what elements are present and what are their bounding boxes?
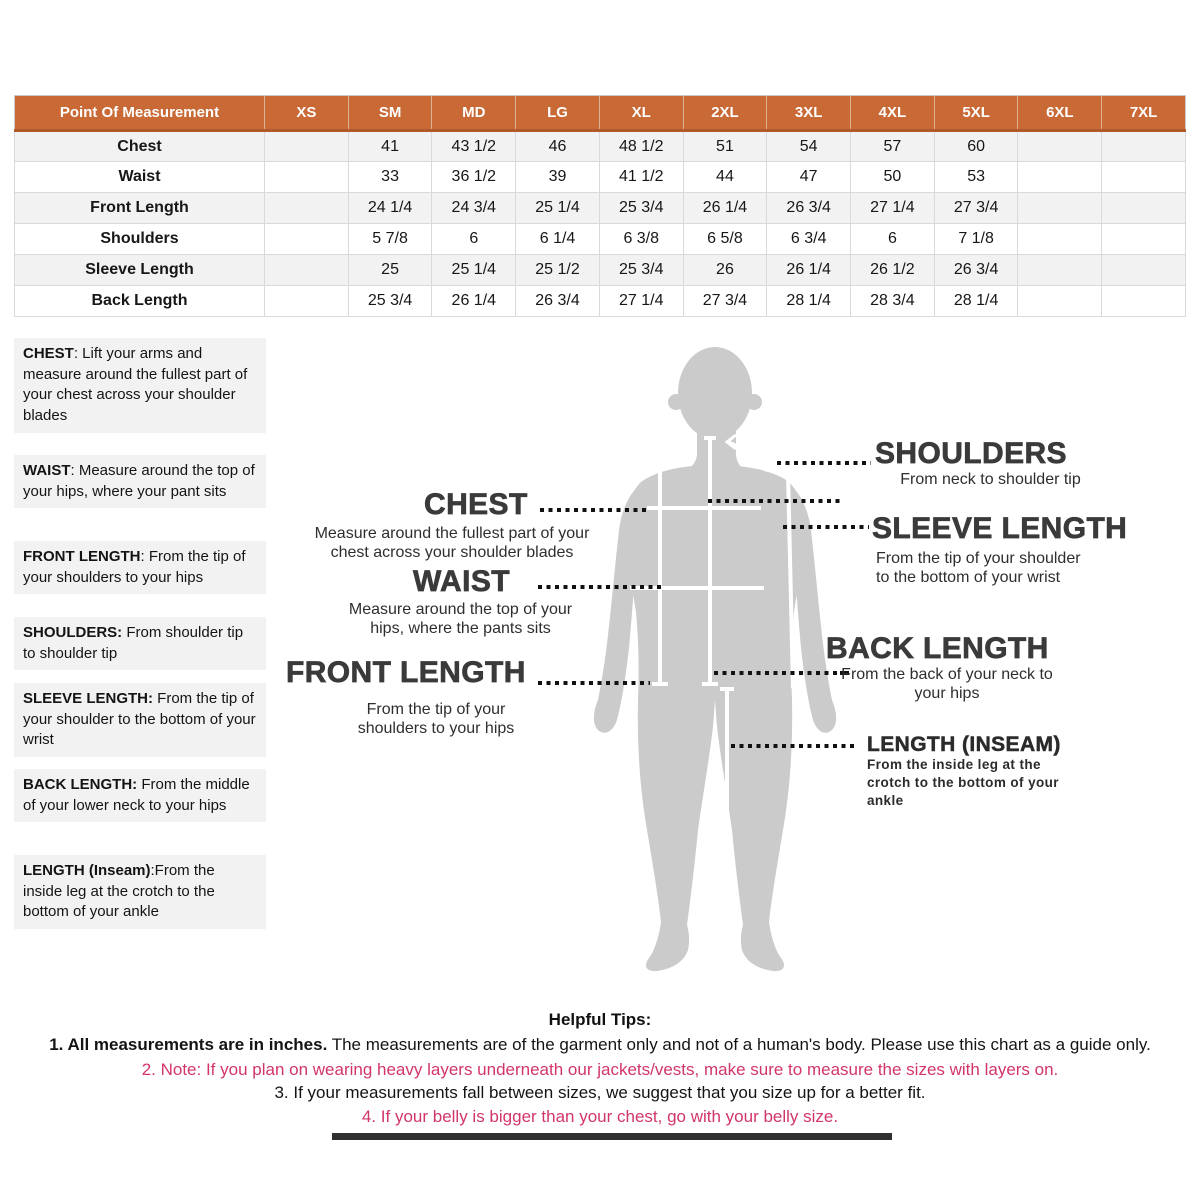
shoulders-callout-desc: From neck to shoulder tip [900,471,1081,488]
cell: 27 3/4 [683,286,767,317]
cell: 26 1/4 [432,286,516,317]
cell: 46 [516,131,600,162]
waist-callout-desc: Measure around the top of your hips, where the pants sits [348,601,573,637]
cell: 44 [683,162,767,193]
cell: 6 3/4 [767,224,851,255]
cell: 41 1/2 [599,162,683,193]
cell: 27 1/4 [599,286,683,317]
cell: 26 1/4 [683,193,767,224]
back-length-callout-desc: From the back of your neck to your hips [841,666,1053,702]
tip-3 [0,1083,1200,1103]
sleeve-length-callout-desc: From the tip of your shoulder to the bottom of your wrist [876,550,1081,586]
panel-sleeve-length-term: SLEEVE LENGTH: [23,690,154,707]
tip-4 [0,1107,1200,1127]
row-label-chest: Chest [15,131,265,162]
panel-front-length-text: : From the tip of your shoulders to your hips [23,548,246,586]
cell: 6 1/4 [516,224,600,255]
column-header-6xl: 6XL [1018,96,1102,131]
tip-1 [0,1035,1200,1055]
waist-callout-title: WAIST [413,565,510,598]
panel-waist-text: : Measure around the top of your hips, where your pant sits [23,462,255,500]
cell: 6 3/8 [599,224,683,255]
cell: 7 1/8 [934,224,1018,255]
column-header-2xl: 2XL [683,96,767,131]
silhouette-left-ear [668,394,684,410]
shoulder-arrowhead-tip [765,458,775,471]
row-label-shoulders: Shoulders [15,224,265,255]
tip-4-text: 4. If your belly is bigger than your chest, go with your belly size. [361,1107,839,1126]
cell: 5 7/8 [348,224,432,255]
column-header-md: MD [432,96,516,131]
cell: 47 [767,162,851,193]
tip-2 [0,1060,1200,1080]
cell: 26 3/4 [934,255,1018,286]
panel-inseam-term: LENGTH (Inseam) [23,862,151,879]
cell: 26 [683,255,767,286]
tips-heading: Helpful Tips: [548,1010,652,1029]
cell: 28 3/4 [851,286,935,317]
row-label-back-length: Back Length [15,286,265,317]
sleeve-length-callout-title: SLEEVE LENGTH [872,512,1128,545]
cell: 26 1/2 [851,255,935,286]
cell: 25 1/2 [516,255,600,286]
column-header-lg: LG [516,96,600,131]
tip-1-text: The measurements are of the garment only and not of a human's body. Please use this chart as a guide only. [327,1035,1151,1054]
cell: 25 1/4 [516,193,600,224]
cell: 51 [683,131,767,162]
silhouette-right-ear [746,394,762,410]
cell: 26 3/4 [767,193,851,224]
cell: 25 3/4 [599,193,683,224]
cell: 60 [934,131,1018,162]
cell: 25 1/4 [432,255,516,286]
back-length-callout-title: BACK LENGTH [826,632,1049,665]
cell: 33 [348,162,432,193]
column-header-sm: SM [348,96,432,131]
panel-waist-term: WAIST [23,462,71,479]
cell: 24 1/4 [348,193,432,224]
cell: 57 [851,131,935,162]
cell: 27 1/4 [851,193,935,224]
cell: 25 3/4 [348,286,432,317]
cell: 50 [851,162,935,193]
bottom-divider-bar [332,1133,892,1140]
panel-chest-text: : Lift your arms and measure around the fullest part of your chest across your shoulder blades [23,345,248,425]
cell: 28 1/4 [767,286,851,317]
inseam-callout-title: LENGTH (INSEAM) [867,733,1061,756]
panel-front-length-term: FRONT LENGTH [23,548,141,565]
cell: 26 1/4 [767,255,851,286]
panel-shoulders-term: SHOULDERS: [23,624,123,641]
panel-sleeve-length-text: From the tip of your shoulder to the bottom of your wrist [23,690,256,749]
row-label-front-length: Front Length [15,193,265,224]
cell: 25 [348,255,432,286]
silhouette-left-leg [638,700,715,971]
tip-1-lead: 1. All measurements are in inches. [49,1035,328,1054]
cell: 53 [934,162,1018,193]
cell: 6 5/8 [683,224,767,255]
cell: 43 1/2 [432,131,516,162]
tip-2-text: 2. Note: If you plan on wearing heavy layers underneath our jackets/vests, make sure to measure the sizes with layers on. [141,1060,1059,1079]
cell: 36 1/2 [432,162,516,193]
cell: 28 1/4 [934,286,1018,317]
row-label-waist: Waist [15,162,265,193]
tip-3-text: 3. If your measurements fall between sizes, we suggest that you size up for a better fit. [274,1083,926,1102]
cell: 54 [767,131,851,162]
column-header-xl: XL [599,96,683,131]
panel-shoulders-text: From shoulder tip to shoulder tip [23,624,244,662]
column-header-4xl: 4XL [851,96,935,131]
column-header-point-of-measurement: Point Of Measurement [15,96,265,131]
cell: 26 3/4 [516,286,600,317]
cell: 41 [348,131,432,162]
column-header-7xl: 7XL [1102,96,1186,131]
cell: 25 3/4 [599,255,683,286]
column-header-5xl: 5XL [934,96,1018,131]
panel-back-length-text: From the middle of your lower neck to your hips [23,776,250,814]
shoulders-callout-title: SHOULDERS [875,437,1067,470]
inseam-callout-desc: From the inside leg at the crotch to the bottom of your ankle [867,757,1059,809]
panel-chest-term: CHEST [23,345,74,362]
cell: 6 [851,224,935,255]
cell: 24 3/4 [432,193,516,224]
panel-back-length-term: BACK LENGTH: [23,776,138,793]
column-header-xs: XS [265,96,349,131]
column-header-3xl: 3XL [767,96,851,131]
cell: 6 [432,224,516,255]
front-length-callout-desc: From the tip of your shoulders to your hips [357,701,515,737]
chest-callout-title: CHEST [424,488,528,521]
cell: 27 3/4 [934,193,1018,224]
panel-inseam-text: :From the inside leg at the crotch to the bottom of your ankle [23,862,215,921]
cell: 48 1/2 [599,131,683,162]
row-label-sleeve-length: Sleeve Length [15,255,265,286]
cell: 39 [516,162,600,193]
front-length-callout-title: FRONT LENGTH [286,656,526,689]
chest-callout-desc: Measure around the fullest part of your chest across your shoulder blades [314,525,590,561]
